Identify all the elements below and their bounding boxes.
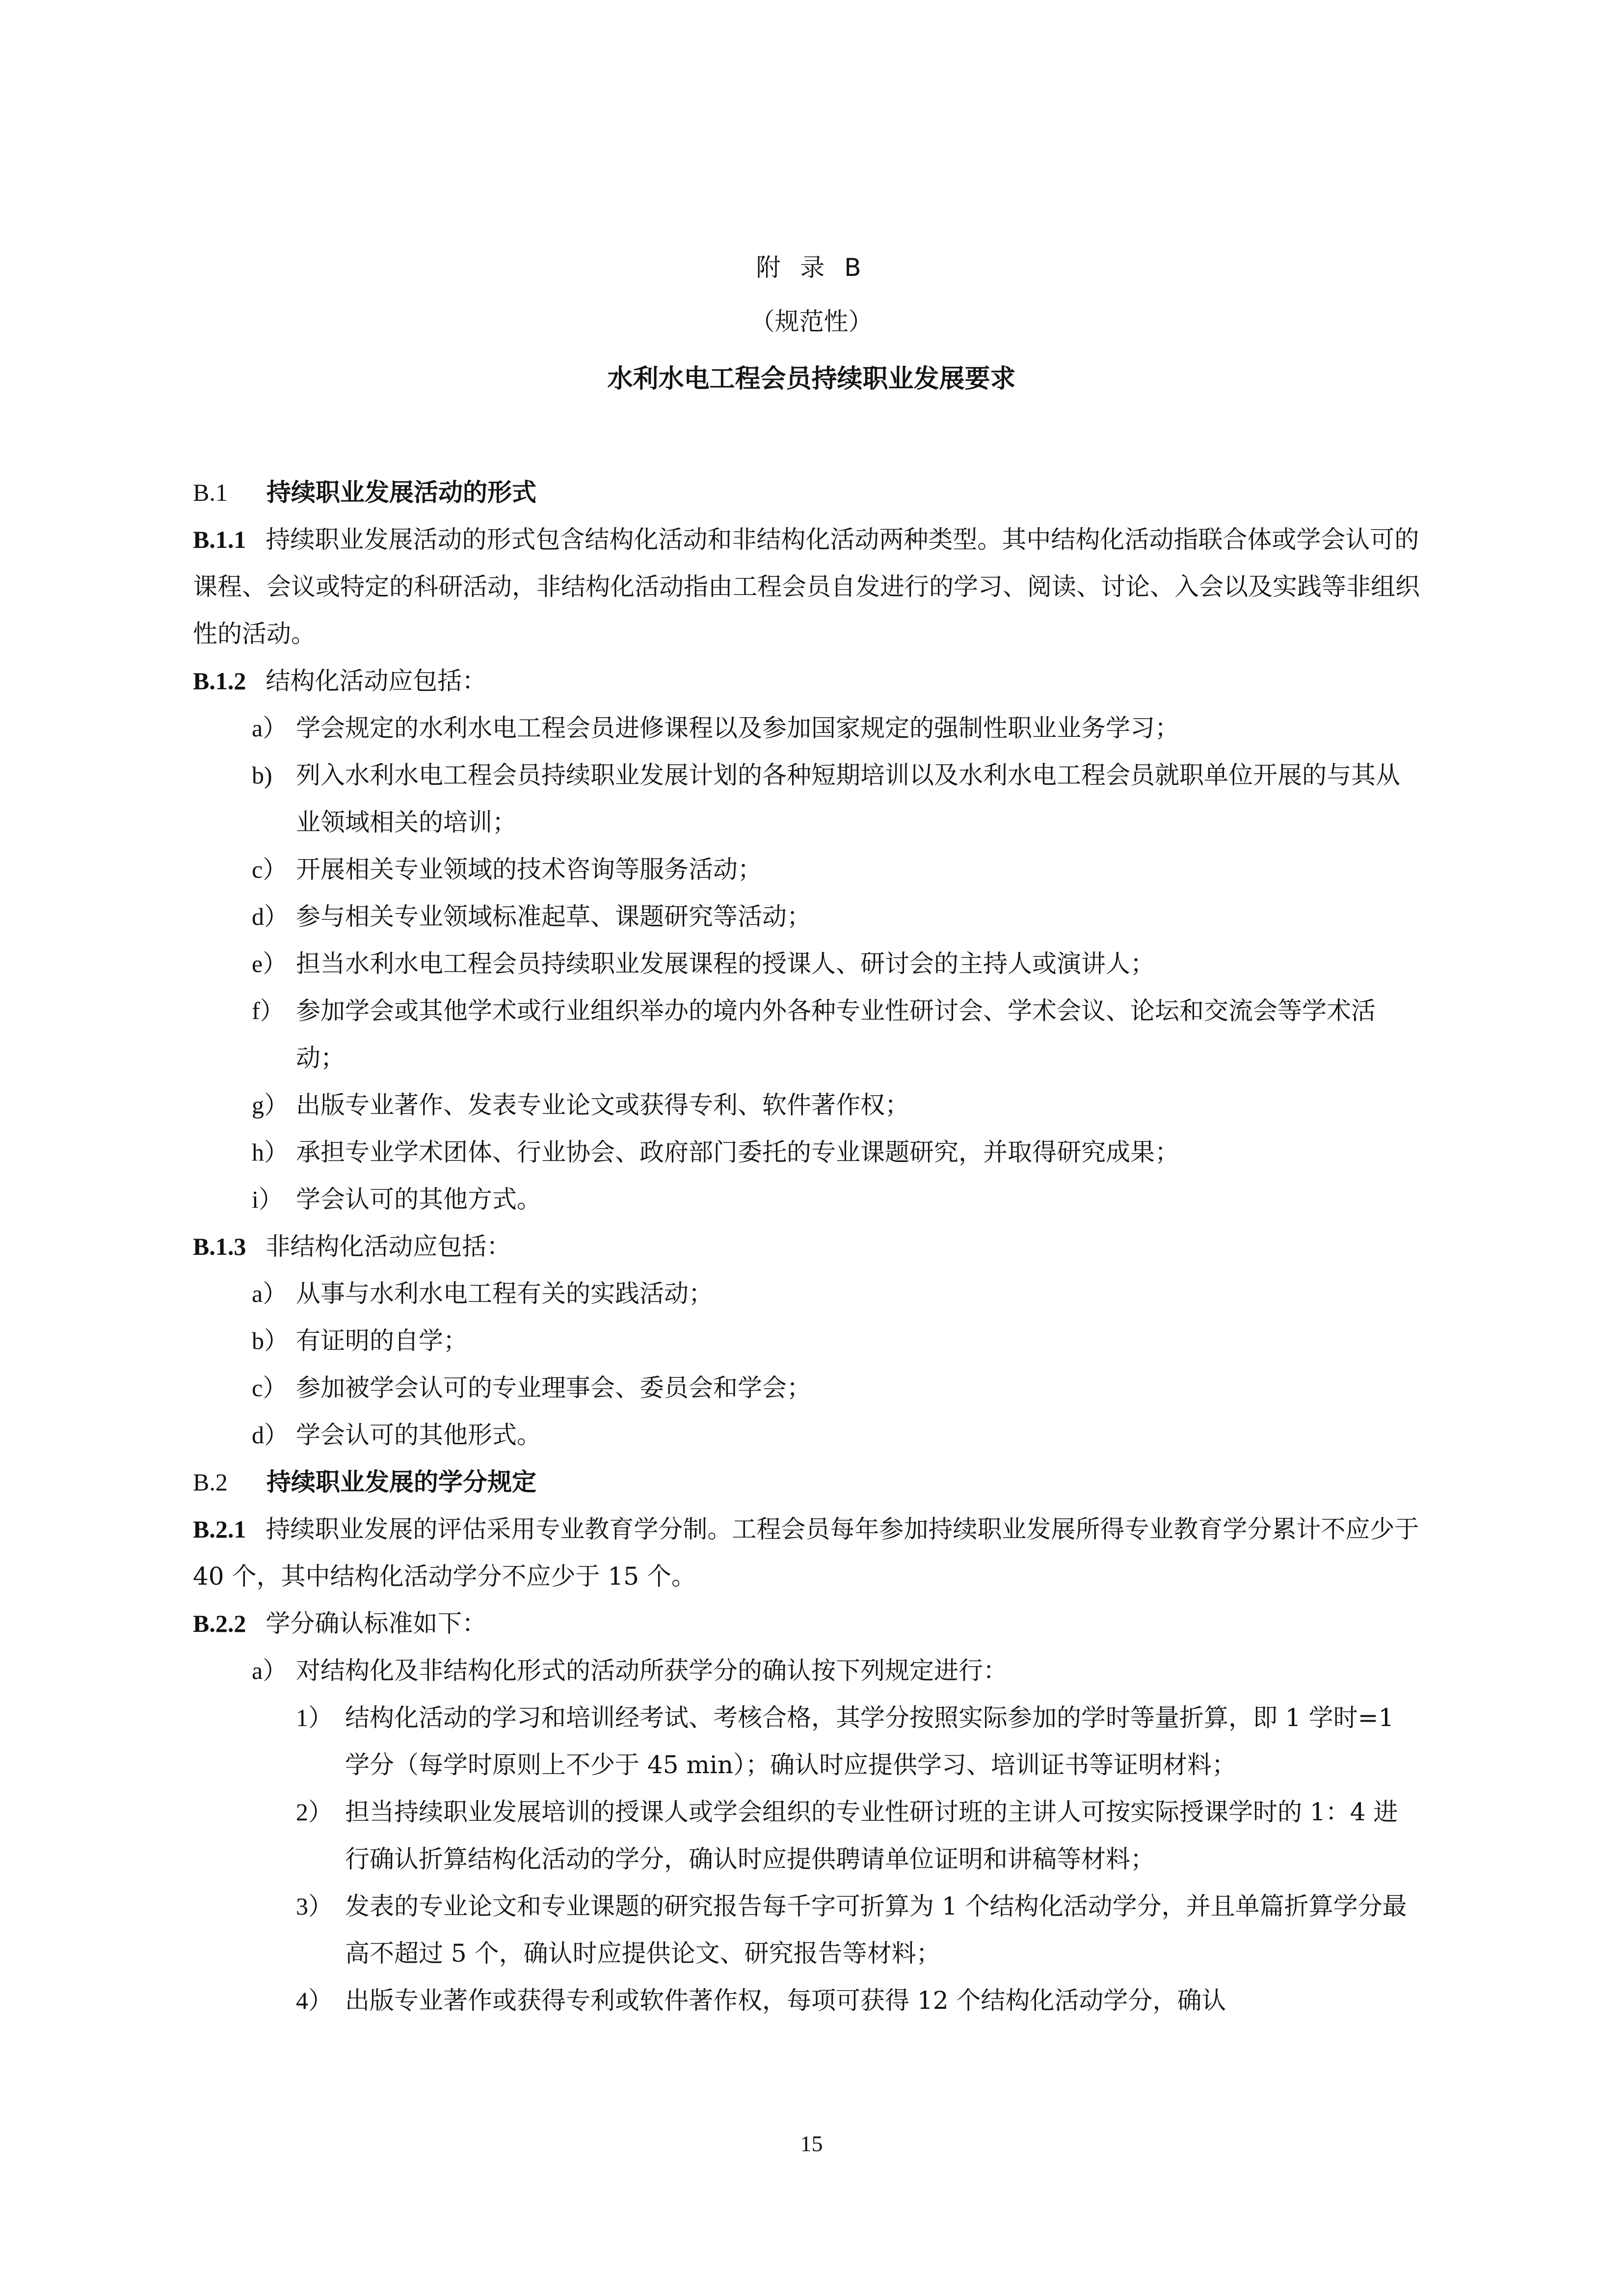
clause-number: B.1.1 bbox=[193, 526, 246, 553]
list-item-label: b） bbox=[252, 1327, 289, 1354]
clause-number: B.2.1 bbox=[193, 1515, 246, 1543]
sub-list-item-label: 3） bbox=[296, 1892, 333, 1920]
sub-list-item-label: 2） bbox=[296, 1798, 333, 1826]
clause-text: 非结构化活动应包括： bbox=[266, 1232, 511, 1261]
clause-b1-3 bbox=[193, 1223, 1422, 1270]
list-item bbox=[252, 1364, 1422, 1411]
list-item bbox=[252, 1317, 1422, 1364]
list-item-label: e） bbox=[252, 950, 288, 977]
list-item-text: 开展相关专业领域的技术咨询等服务活动； bbox=[296, 855, 762, 884]
section-title: 持续职业发展活动的形式 bbox=[266, 478, 536, 507]
list-item bbox=[252, 940, 1422, 987]
list-item-text: 参与相关专业领域标准起草、课题研究等活动； bbox=[296, 902, 811, 931]
list-item-text: 有证明的自学； bbox=[296, 1326, 468, 1355]
list-item-text: 学会认可的其他方式。 bbox=[296, 1185, 541, 1214]
section-number: B.2 bbox=[193, 1468, 228, 1496]
list-item bbox=[252, 1647, 1422, 1694]
list-item-label: c） bbox=[252, 856, 288, 883]
list-item bbox=[252, 987, 1422, 1081]
list-item-label: a） bbox=[252, 1657, 288, 1684]
sub-list-item-text: 发表的专业论文和专业课题的研究报告每千字可折算为 1 个结构化活动学分，并且单篇折算学分最高不超过 5 个，确认时应提供论文、研究报告等材料； bbox=[345, 1892, 1407, 1968]
normative-label: （规范性） bbox=[750, 307, 873, 336]
list-item bbox=[252, 752, 1422, 846]
sub-list-item bbox=[296, 1977, 1422, 2024]
clause-number: B.1.3 bbox=[193, 1233, 246, 1260]
section-number: B.1 bbox=[193, 479, 228, 506]
section-heading-b2 bbox=[193, 1459, 1422, 1506]
list-item-label: d） bbox=[252, 903, 289, 930]
section-heading-b1 bbox=[193, 469, 1422, 516]
list-item bbox=[252, 1081, 1422, 1129]
clause-b2-1 bbox=[193, 1506, 1422, 1600]
list-item bbox=[252, 1129, 1422, 1176]
list-item-text: 学会规定的水利水电工程会员进修课程以及参加国家规定的强制性职业业务学习； bbox=[296, 714, 1179, 742]
list-item-text: 出版专业著作、发表专业论文或获得专利、软件著作权； bbox=[296, 1091, 909, 1119]
list-item bbox=[252, 1411, 1422, 1459]
list-item-text: 承担专业学术团体、行业协会、政府部门委托的专业课题研究，并取得研究成果； bbox=[296, 1138, 1179, 1166]
list-item-text: 学会认可的其他形式。 bbox=[296, 1421, 541, 1449]
list-item-label: h） bbox=[252, 1138, 289, 1166]
clause-text: 学分确认标准如下： bbox=[266, 1609, 487, 1638]
list-item-text: 参加学会或其他学术或行业组织举办的境内外各种专业性研讨会、学术会议、论坛和交流会等学术活动； bbox=[296, 997, 1376, 1072]
sub-list-item-text: 担当持续职业发展培训的授课人或学会组织的专业性研讨班的主讲人可按实际授课学时的 1：4 进行确认折算结构化活动的学分，确认时应提供聘请单位证明和讲稿等材料； bbox=[345, 1798, 1398, 1873]
list-item-label: g） bbox=[252, 1091, 289, 1119]
list-item-label: f） bbox=[252, 997, 285, 1025]
list-item bbox=[252, 893, 1422, 940]
section-title: 持续职业发展的学分规定 bbox=[266, 1468, 536, 1496]
appendix-title: 水利水电工程会员持续职业发展要求 bbox=[607, 364, 1016, 394]
sub-list-item-label: 4） bbox=[296, 1987, 333, 2014]
list-item-label: b) bbox=[252, 761, 272, 789]
clause-b1-1 bbox=[193, 516, 1422, 657]
clause-text: 持续职业发展活动的形式包含结构化活动和非结构化活动两种类型。其中结构化活动指联合体或学会认可的课程、会议或特定的科研活动，非结构化活动指由工程会员自发进行的学习、阅读、讨论、入会以及实践等非组织性的活动。 bbox=[193, 525, 1420, 648]
appendix-label: 附 录 B bbox=[756, 253, 867, 282]
clause-b2-2 bbox=[193, 1600, 1422, 1647]
sub-list-item bbox=[296, 1883, 1422, 1977]
list-item bbox=[252, 1270, 1422, 1317]
sub-list-item-label: 1） bbox=[296, 1704, 333, 1731]
clause-number: B.1.2 bbox=[193, 667, 246, 695]
clause-text: 持续职业发展的评估采用专业教育学分制。工程会员每年参加持续职业发展所得专业教育学分累计不应少于 40 个，其中结构化活动学分不应少于 15 个。 bbox=[193, 1515, 1419, 1591]
list-item-text: 从事与水利水电工程有关的实践活动； bbox=[296, 1279, 713, 1308]
list-item bbox=[252, 704, 1422, 752]
list-item-text: 对结构化及非结构化形式的活动所获学分的确认按下列规定进行： bbox=[296, 1656, 1008, 1685]
list-item-text: 担当水利水电工程会员持续职业发展课程的授课人、研讨会的主持人或演讲人； bbox=[296, 949, 1155, 978]
document-body bbox=[193, 469, 1422, 2024]
sub-list-item bbox=[296, 1788, 1422, 1883]
list-item-text: 参加被学会认可的专业理事会、委员会和学会； bbox=[296, 1374, 811, 1402]
list-item-label: c） bbox=[252, 1374, 288, 1402]
page-number: 15 bbox=[800, 2131, 823, 2156]
list-item-label: a） bbox=[252, 714, 288, 742]
sub-list-item bbox=[296, 1694, 1422, 1788]
list-item-label: a） bbox=[252, 1280, 288, 1307]
clause-number: B.2.2 bbox=[193, 1610, 246, 1637]
list-item bbox=[252, 1176, 1422, 1223]
list-item-label: d） bbox=[252, 1421, 289, 1449]
list-item-text: 列入水利水电工程会员持续职业发展计划的各种短期培训以及水利水电工程会员就职单位开展的与其从业领域相关的培训； bbox=[296, 761, 1400, 837]
list-item-label: i） bbox=[252, 1186, 283, 1213]
sub-list-item-text: 结构化活动的学习和培训经考试、考核合格，其学分按照实际参加的学时等量折算，即 1 学时=1 学分（每学时原则上不少于 45 min）；确认时应提供学习、培训证书等证明材料； bbox=[345, 1703, 1394, 1779]
sub-list-item-text: 出版专业著作或获得专利或软件著作权，每项可获得 12 个结构化活动学分，确认 bbox=[345, 1986, 1226, 2015]
list-item bbox=[252, 846, 1422, 893]
clause-b1-2 bbox=[193, 657, 1422, 704]
clause-text: 结构化活动应包括： bbox=[266, 667, 487, 695]
